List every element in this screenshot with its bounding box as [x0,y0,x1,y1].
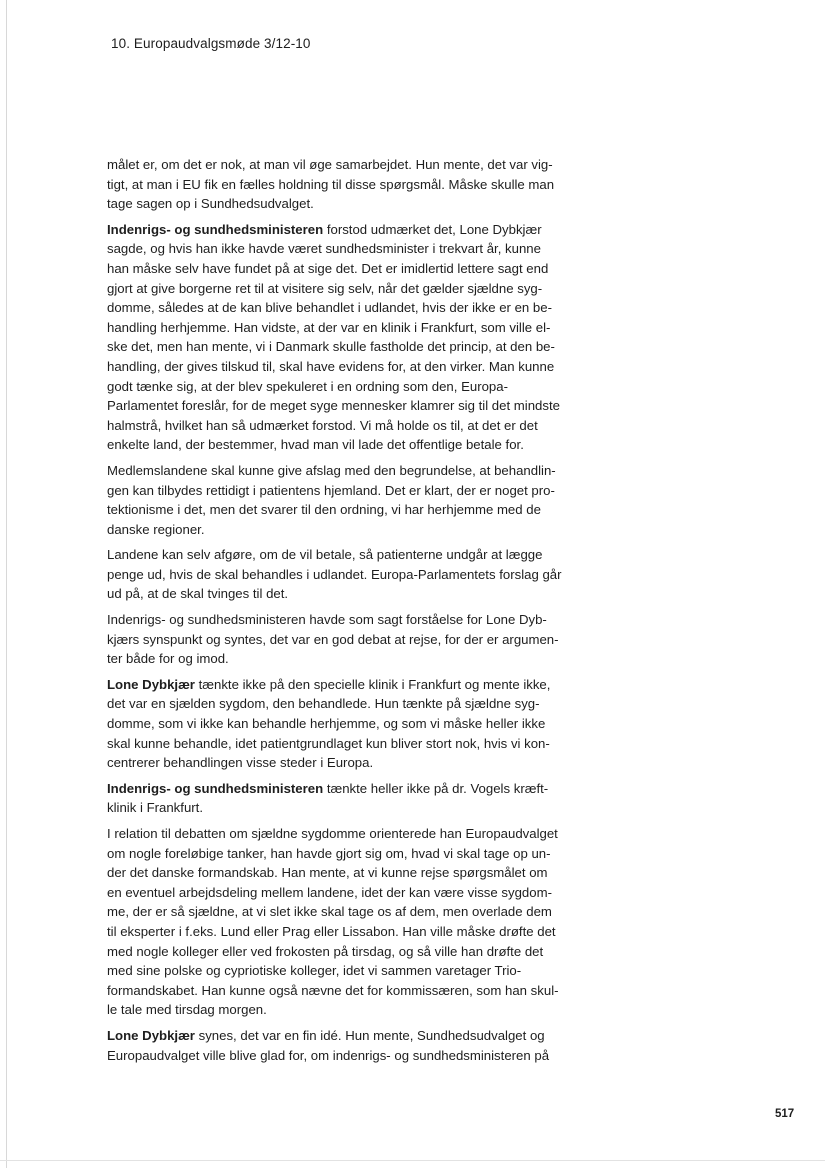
line-text: til eksperter i f.eks. Lund eller Prag eller Lissabon. Han ville måske drøfte det [107,923,556,939]
line-text: en eventuel arbejdsdeling mellem landene, idet der kan være visse sygdom- [107,884,552,900]
paragraph [107,155,589,214]
text-line [107,194,589,214]
line-text: gen kan tilbydes rettidigt i patientens hjemland. Det er klart, der er noget pro- [107,482,555,498]
line-text: handling, der gives tilskud til, skal have evidens for, at den virker. Man kunne [107,358,555,374]
line-text: domme, således at de kan blive behandlet i udlandet, hvis der ikke er en be- [107,300,552,316]
paragraph [107,220,589,455]
paragraph [107,545,589,604]
text-line [107,844,589,864]
paragraph [107,675,589,773]
line-text: enkelte land, der bestemmer, hvad man vil lade det offentlige betale for. [107,437,524,453]
line-text: formandskabet. Han kunne også nævne det for kommissæren, som han skul- [107,982,559,998]
line-text: skal kunne behandle, idet patientgrundlaget kun bliver stort nok, hvis vi kon- [107,735,550,751]
text-line [107,961,589,981]
line-text: Medlemslandene skal kunne give afslag med den begrundelse, at behandlin- [107,462,556,478]
text-line [107,883,589,903]
line-text: danske regioner. [107,521,205,537]
line-text: Europaudvalget ville blive glad for, om indenrigs- og sundhedsministeren på [107,1047,550,1063]
text-line [107,798,589,818]
text-line [107,584,589,604]
scan-edge-left [6,0,7,1168]
line-text: penge ud, hvis de skal behandles i udlandet. Europa-Parlamentets forslag går [107,566,562,582]
text-line [107,922,589,942]
line-text: med nogle kolleger eller ved frokosten på tirsdag, og så ville han drøfte det [107,943,544,959]
line-text: ud på, at de skal tvinges til det. [107,586,289,602]
text-line [107,1000,589,1020]
line-text: klinik i Frankfurt. [107,800,203,816]
line-text: godt tænke sig, at der blev spekuleret i en ordning som den, Europa- [107,378,508,394]
line-text: tage sagen op i Sundhedsudvalget. [107,196,314,212]
text-line [107,675,589,695]
speaker-name: Indenrigs- og sundhedsministeren [107,780,324,796]
text-line [107,1026,589,1046]
document-body [107,155,589,1071]
text-line [107,175,589,195]
text-line [107,1046,589,1066]
text-line [107,565,589,585]
scan-edge-bottom [0,1160,825,1161]
line-text: domme, som vi ikke kan behandle herhjemme, og som vi måske heller ikke [107,716,546,732]
paragraph [107,1026,589,1065]
line-text: le tale med tirsdag morgen. [107,1002,267,1018]
line-text: sagde, og hvis han ikke havde været sundhedsminister i trekvart år, kunne [107,241,541,257]
text-line [107,239,589,259]
line-text: handling herhjemme. Han vidste, at der var en klinik i Frankfurt, som ville el- [107,319,551,335]
line-text: om nogle foreløbige tanker, han havde gjort sig om, hvad vi skal tage op un- [107,845,551,861]
text-line [107,259,589,279]
text-line [107,630,589,650]
line-text: kjærs synspunkt og syntes, det var en god debat at rejse, for der er argumen- [107,631,559,647]
text-line [107,377,589,397]
line-text: Landene kan selv afgøre, om de vil betale, så patienterne undgår at lægge [107,547,543,563]
line-text: det var en sjælden sygdom, den behandlede. Hun tænkte på sjældne syg- [107,696,540,712]
line-text: ske det, men han mente, vi i Danmark skulle fastholde det princip, at den be- [107,339,555,355]
text-line [107,318,589,338]
line-text: tigt, at man i EU fik en fælles holdning til disse spørgsmål. Måske skulle man [107,176,555,192]
text-line [107,694,589,714]
text-line [107,753,589,773]
text-line [107,520,589,540]
speaker-name: Lone Dybkjær [107,676,195,692]
line-text: ter både for og imod. [107,651,229,667]
text-line [107,902,589,922]
paragraph [107,779,589,818]
text-line [107,416,589,436]
line-text: med sine polske og cypriotiske kolleger, idet vi sammen varetager Trio- [107,963,522,979]
line-text: me, der er så sjældne, at vi slet ikke skal tage os af dem, men overlade dem [107,904,552,920]
text-line [107,396,589,416]
text-line [107,824,589,844]
text-line [107,155,589,175]
line-text: gjort at give borgerne ret til at visitere sig selv, når det gælder sjældne syg- [107,280,543,296]
text-line [107,863,589,883]
text-line [107,649,589,669]
line-text: Parlamentet foreslår, for de meget syge mennesker klamrer sig til det mindste [107,398,560,414]
line-text: centrerer behandlingen visse steder i Europa. [107,755,374,771]
paragraph [107,461,589,539]
text-line [107,545,589,565]
running-header: 10. Europaudvalgsmøde 3/12-10 [111,36,311,51]
line-text: tænkte heller ikke på dr. Vogels kræft- [323,780,549,796]
text-line [107,357,589,377]
line-text: han måske selv have fundet på at sige det. Det er imidlertid lettere sagt end [107,260,549,276]
paragraph [107,610,589,669]
line-text: målet er, om det er nok, at man vil øge samarbejdet. Hun mente, det var vig- [107,157,553,172]
line-text: der det danske formandskab. Han mente, at vi kunne rejse spørgsmålet om [107,865,548,881]
text-line [107,500,589,520]
text-line [107,220,589,240]
line-text: halmstrå, hvilket han så udmærket forstod. Vi må holde os til, at det er det [107,417,538,433]
text-line [107,779,589,799]
text-line [107,337,589,357]
text-line [107,734,589,754]
text-line [107,461,589,481]
text-line [107,435,589,455]
line-text: Indenrigs- og sundhedsministeren havde som sagt forståelse for Lone Dyb- [107,612,547,628]
line-text: synes, det var en fin idé. Hun mente, Sundhedsudvalget og [194,1027,545,1043]
line-text: tænkte ikke på den specielle klinik i Frankfurt og mente ikke, [194,676,551,692]
text-line [107,481,589,501]
line-text: tektionisme i det, men det svarer til den ordning, vi har herhjemme med de [107,502,541,518]
text-line [107,714,589,734]
text-line [107,942,589,962]
speaker-name: Indenrigs- og sundhedsministeren [107,221,324,237]
speaker-name: Lone Dybkjær [107,1027,195,1043]
line-text: I relation til debatten om sjældne sygdomme orienterede han Europaudvalget [107,826,558,841]
line-text: forstod udmærket det, Lone Dybkjær [323,221,542,237]
paragraph [107,824,589,1020]
text-line [107,610,589,630]
text-line [107,279,589,299]
page-number: 517 [775,1108,795,1120]
text-line [107,981,589,1001]
text-line [107,298,589,318]
